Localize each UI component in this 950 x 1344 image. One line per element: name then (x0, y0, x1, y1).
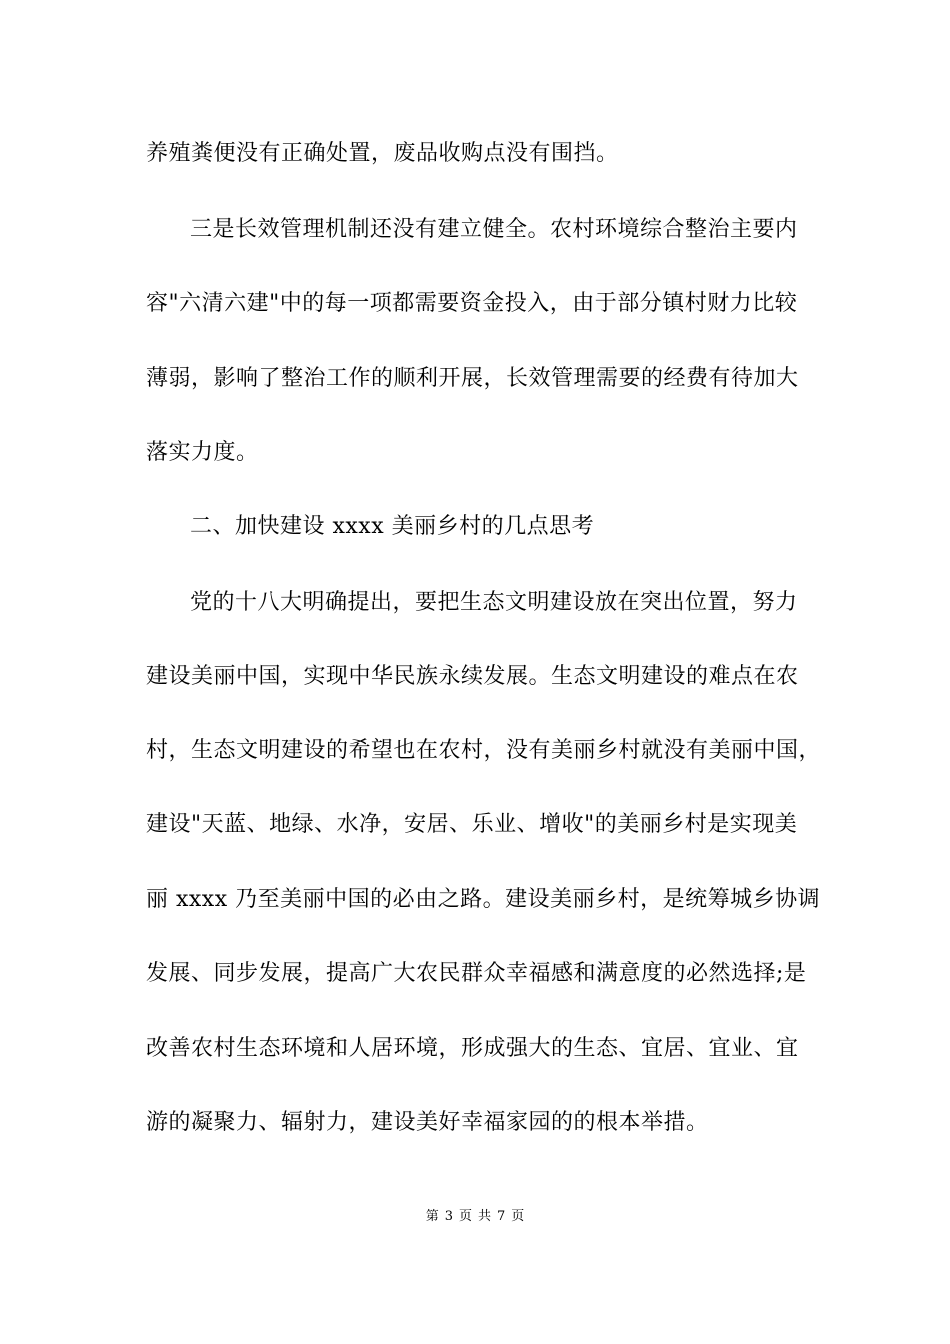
body-line: 丽 xxxx 乃至美丽中国的必由之路。建设美丽乡村，是统筹城乡协调 (146, 887, 821, 912)
body-line: 养殖粪便没有正确处置，废品收购点没有围挡。 (146, 141, 619, 166)
body-line: 党的十八大明确提出，要把生态文明建设放在突出位置，努力 (190, 590, 798, 615)
section-heading: 二、加快建设 xxxx 美丽乡村的几点思考 (190, 514, 595, 539)
total-pages-number: 7 (497, 1209, 506, 1224)
body-line: 村，生态文明建设的希望也在农村，没有美丽乡村就没有美丽中国， (146, 738, 822, 763)
current-page-number: 3 (444, 1209, 453, 1224)
footer-page-unit: 页 (458, 1209, 472, 1224)
body-line: 容"六清六建"中的每一项都需要资金投入，由于部分镇村财力比较 (146, 291, 798, 316)
body-line: 发展、同步发展，提高广大农民群众幸福感和满意度的必然选择;是 (146, 961, 807, 986)
body-line: 落实力度。 (146, 440, 259, 465)
body-line: 建设"天蓝、地绿、水净，安居、乐业、增收"的美丽乡村是实现美 (146, 812, 798, 837)
body-line: 建设美丽中国，实现中华民族永续发展。生态文明建设的难点在农 (146, 664, 799, 689)
page-footer (0, 1208, 950, 1226)
footer-total-prefix: 共 (478, 1209, 492, 1224)
body-line: 游的凝聚力、辐射力，建设美好幸福家园的的根本举措。 (146, 1110, 709, 1135)
footer-total-unit: 页 (511, 1209, 525, 1224)
body-line: 三是长效管理机制还没有建立健全。农村环境综合整治主要内 (190, 217, 798, 242)
body-line: 改善农村生态环境和人居环境，形成强大的生态、宜居、宜业、宜 (146, 1036, 799, 1061)
body-line: 薄弱，影响了整治工作的顺利开展，长效管理需要的经费有待加大 (146, 366, 799, 391)
footer-prefix: 第 (425, 1209, 439, 1224)
